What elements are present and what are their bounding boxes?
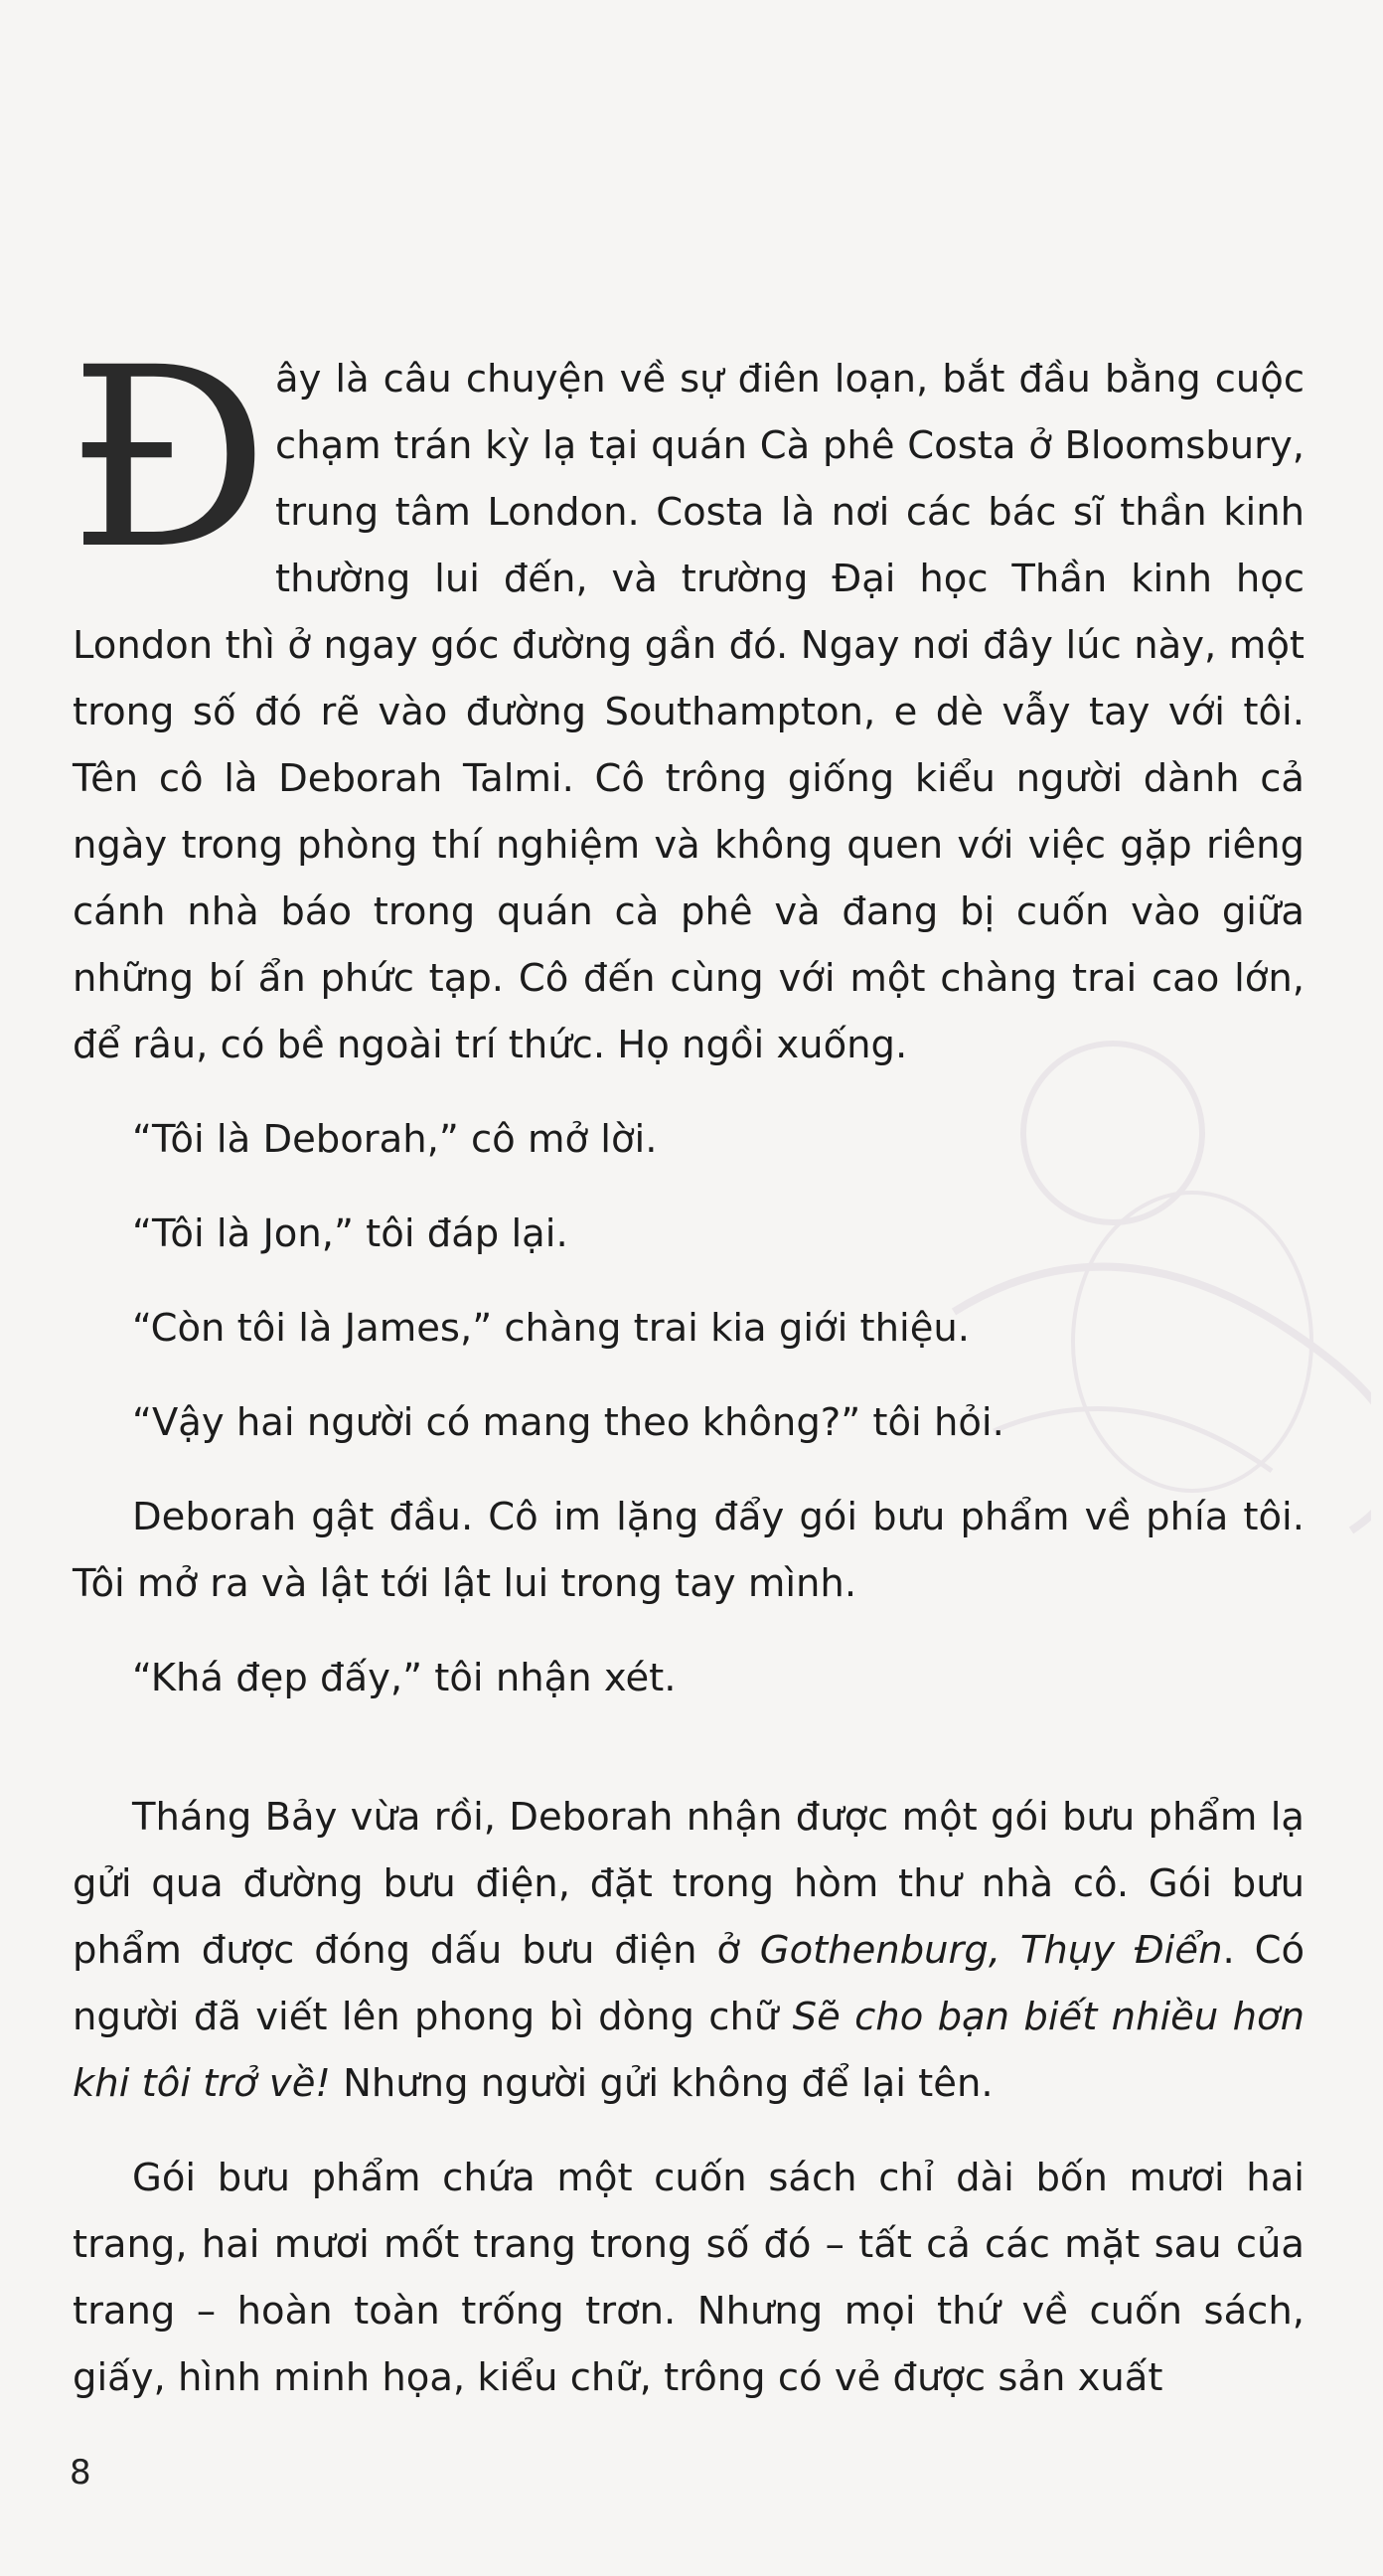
opening-text: ây là câu chuyện về sự điên loạn, bắt đầu bằng cuộc chạm trán kỳ lạ tại quán Cà phê Costa ở Bloomsbury, trung tâm London. Costa là nơi các bác sĩ thần kinh thường lui đến, và trường Đại học Thần kinh học London thì ở ngay góc đường gần đó. Ngay nơi đây lúc này, một trong số đó rẽ vào đường Southampton, e dè vẫy tay với tôi. Tên cô là Deborah Talmi. Cô trông giống kiểu người dành cả ngày trong phòng thí nghiệm và không quen với việc gặp riêng cánh nhà báo trong quán cà phê và đang bị cuốn vào giữa những bí ẩn phức tạp. Cô đến cùng với một chàng trai cao lớn, để râu, có bề ngoài trí thức. Họ ngồi xuống. [73,357,1305,1067]
opening-paragraph [69,314,1305,1078]
july-paragraph [73,1784,1305,2117]
second-section [73,1784,1305,2411]
july-text-2: . Có người đã viết lên phong bì dòng chữ [73,1928,1306,2039]
postmark-place: Gothenburg, Thụy Điển [759,1928,1223,1973]
envelope-quote: Sẽ cho bạn biết nhiều hơn khi tôi trở về! [73,1995,1305,2106]
dialogue-line-1: “Tôi là Deborah,” cô mở lời. [132,1117,658,1162]
drop-cap: Đ [69,314,269,603]
remark-line: “Khá đẹp đấy,” tôi nhận xét. [132,1656,677,1700]
dialogue-line-3: “Còn tôi là James,” chàng trai kia giới thiệu. [132,1306,971,1351]
dialogue-line-2: “Tôi là Jon,” tôi đáp lại. [132,1211,568,1256]
dialogue-line-4: “Vậy hai người có mang theo không?” tôi hỏi. [132,1400,1004,1445]
opening-section [69,314,1305,1711]
page-number: 8 [70,2453,91,2493]
july-text-3: Nhưng người gửi không để lại tên. [330,2061,994,2106]
july-text-1: Tháng Bảy vừa rồi, Deborah nhận được một gói bưu phẩm lạ gửi qua đường bưu điện, đặt trong hòm thư nhà cô. Gói bưu phẩm được đóng dấu bưu điện ở [73,1795,1305,1973]
deborah-nod-paragraph: Deborah gật đầu. Cô im lặng đẩy gói bưu phẩm về phía tôi. Tôi mở ra và lật tới lật lui trong tay mình. [73,1495,1305,1606]
book-paragraph: Gói bưu phẩm chứa một cuốn sách chỉ dài bốn mươi hai trang, hai mươi mốt trang trong số đó – tất cả các mặt sau của trang – hoàn toàn trống trơn. Nhưng mọi thứ về cuốn sách, giấy, hình minh họa, kiểu chữ, trông có vẻ được sản xuất [73,2156,1305,2400]
